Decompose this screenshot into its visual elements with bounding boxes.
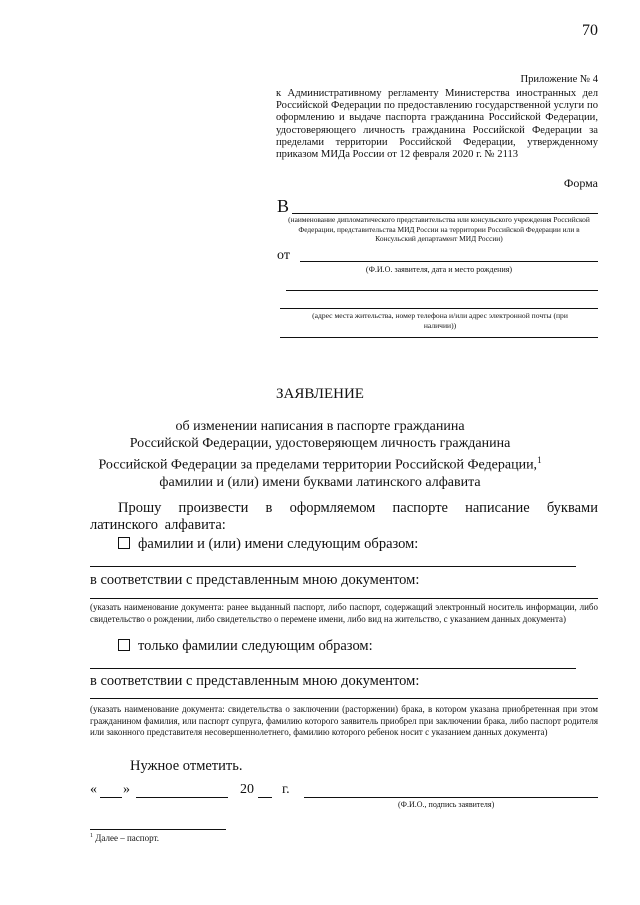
signature-line (304, 797, 598, 798)
annex-text: к Административному регламенту Министерства иностранных дел Российской Федерации по предоставлению государственной услуги по оформлению и выдаче паспорта гражданина Российской Федерации, удостоверяющего личность гражданина Российской Федерации за пределами территории Российской Федерации, утвержденному приказом МИДа России от 12 февраля 2020 г. № 2113 (276, 88, 598, 161)
page-number: 70 (582, 22, 598, 39)
address-line-2 (280, 337, 598, 338)
mark-needed: Нужное отметить. (130, 758, 243, 774)
address-line (280, 308, 598, 309)
option-surname-name[interactable] (118, 536, 626, 553)
option-surname-only-label: только фамилии следующим образом: (138, 638, 373, 654)
option-surname-name-label: фамилии и (или) имени следующим образом: (138, 536, 419, 552)
doc-line-1: в соответствии с представленным мною документом: (90, 572, 420, 588)
note-1: (указать наименование документа: ранее выданный паспорт, либо паспорт, содержащий электронный носитель информации, либо свидетельство о рождении, либо свидетельство о перемене имени, либо вид на жительство, с указанием данных документа) (90, 602, 598, 624)
signature-hint: (Ф.И.О., подпись заявителя) (398, 800, 495, 809)
year-prefix: 20 (240, 782, 254, 797)
annex-title: Приложение № 4 (520, 74, 598, 85)
doc-line-1-rule (90, 598, 598, 599)
date-close-quote: » (123, 782, 130, 797)
date-open-quote: « (90, 782, 97, 797)
doc-line-2: в соответствии с представленным мною документом: (90, 673, 420, 689)
doc-line-2-rule (90, 698, 598, 699)
from-prefix: от (277, 248, 290, 263)
subtitle-line: об изменении написания в паспорте гражданина (175, 419, 465, 434)
day-line (100, 797, 122, 798)
subtitle-line: Российской Федерации, удостоверяющем личность гражданина (129, 436, 511, 451)
option-surname-only[interactable] (118, 638, 626, 655)
subtitle-line: Российской Федерации за пределами территории Российской Федерации,$^1$ (98, 455, 542, 473)
form-label: Форма (563, 176, 598, 190)
request-text: Прошу произвести в оформляемом паспорте написание буквами латинского алфавита: (90, 500, 598, 533)
address-hint: (адрес места жительства, номер телефона и/или адрес электронной почты (при наличии)) (312, 311, 568, 330)
subtitle-line: фамилии и (или) имени буквами латинского алфавита (159, 474, 481, 490)
footnote-mark: 1 (537, 455, 542, 465)
footnote-separator (90, 829, 226, 830)
year-line (258, 797, 272, 798)
to-line (292, 213, 598, 214)
checkbox-surname-name[interactable] (118, 537, 130, 549)
document-title: ЗАЯВЛЕНИЕ (276, 386, 364, 402)
surname-name-line (90, 566, 576, 567)
from-line-2 (286, 290, 598, 291)
footnote-number: 1 (90, 833, 93, 839)
checkbox-surname-only[interactable] (118, 639, 130, 651)
month-line (136, 797, 228, 798)
from-line (300, 261, 598, 262)
to-hint: (наименование дипломатического представительства или консульского учреждения Российской Федерации, представительства МИД России на территории Российской Федерации или в Консульский департамент МИД России) (288, 215, 590, 243)
year-suffix: г. (282, 782, 290, 797)
note-2: (указать наименование документа: свидетельства о заключении (расторжении) брака, в котором указана приобретенная при этом гражданином фамилия, или паспорт супруга, фамилию которого заявитель приобрел при заключении брака, либо паспорт родителя или законного представителя несовершеннолетнего, фамилию которого ребенок носит с указанием данных документа) (90, 704, 598, 737)
from-hint: (Ф.И.О. заявителя, дата и место рождения) (365, 265, 513, 274)
document-subtitle (80, 418, 560, 491)
to-prefix: В (277, 196, 290, 216)
footnote-text: Далее – паспорт. (95, 833, 159, 843)
footnote (90, 833, 159, 843)
surname-only-line (90, 668, 576, 669)
